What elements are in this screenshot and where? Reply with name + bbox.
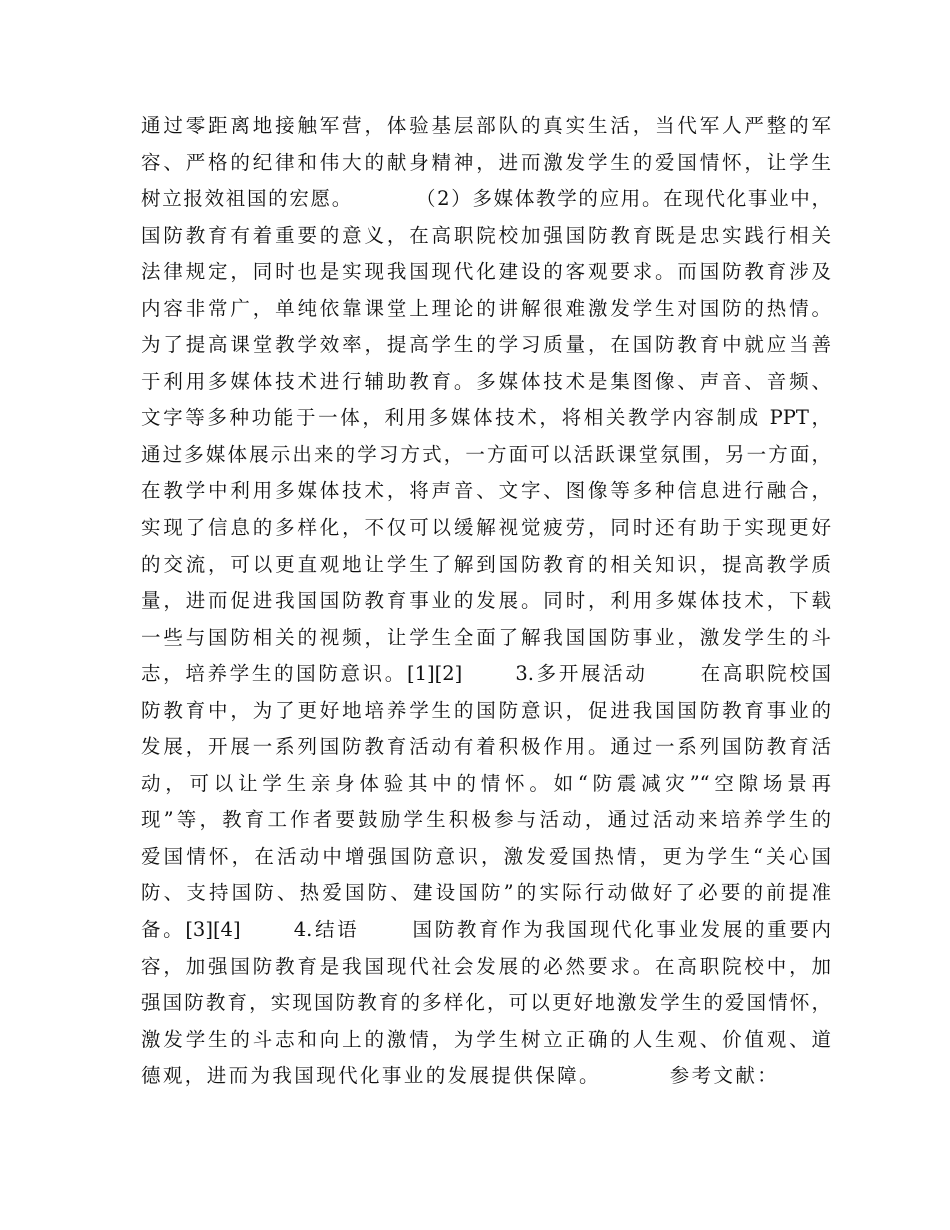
text-line: 为了提高课堂教学效率，提高学生的学习质量，在国防教育中就应当善 [141,333,831,357]
text-line: 容，加强国防教育是我国现代社会发展的必然要求。在高职院校中，加 [141,954,831,978]
text-line: 防、支持国防、热爱国防、建设国防”的实际行动做好了必要的前提准 [141,881,831,905]
text-line: 发展，开展一系列国防教育活动有着积极作用。通过一系列国防教育活 [141,735,831,759]
text-line: 现”等，教育工作者要鼓励学生积极参与活动，通过活动来培养学生的 [141,808,831,832]
text-line: 通过零距离地接触军营，体验基层部队的真实生活，当代军人严整的军 [141,114,831,137]
text-line-last: 德观，进而为我国现代化事业的发展提供保障。 参考文献： [141,1064,780,1088]
text-line: 国防教育有着重要的意义，在高职院校加强国防教育既是忠实践行相关 [141,223,831,247]
text-line: 在教学中利用多媒体技术，将声音、文字、图像等多种信息进行融合， [141,479,831,503]
text-line: 志，培养学生的国防意识。[1][2] 3.多开展活动 在高职院校国 [141,662,831,686]
text-line: 量，进而促进我国国防教育事业的发展。同时，利用多媒体技术，下载 [141,589,831,613]
text-line: 实现了信息的多样化，不仅可以缓解视觉疲劳，同时还有助于实现更好 [141,516,831,540]
text-line: 防教育中，为了更好地培养学生的国防意识，促进我国国防教育事业的 [141,698,831,722]
text-line: 容、严格的纪律和伟大的献身精神，进而激发学生的爱国情怀，让学生 [141,150,831,174]
text-line: 强国防教育，实现国防教育的多样化，可以更好地激发学生的爱国情怀， [141,991,831,1015]
text-line: 通过多媒体展示出来的学习方式，一方面可以活跃课堂氛围，另一方面， [141,442,831,466]
text-line: 法律规定，同时也是实现我国现代化建设的客观要求。而国防教育涉及 [141,260,831,284]
text-line: 的交流，可以更直观地让学生了解到国防教育的相关知识，提高教学质 [141,552,831,576]
text-line: 文字等多种功能于一体，利用多媒体技术，将相关教学内容制成 PPT， [141,406,831,430]
text-line: 树立报效祖国的宏愿。 （2）多媒体教学的应用。在现代化事业中， [141,187,831,211]
text-line: 内容非常广，单纯依靠课堂上理论的讲解很难激发学生对国防的热情。 [141,296,831,320]
text-line: 备。[3][4] 4.结语 国防教育作为我国现代化事业发展的重要内 [141,918,831,942]
text-line: 动，可以让学生亲身体验其中的情怀。如“防震减灾”“空隙场景再 [141,771,831,795]
body-text [141,108,831,1095]
text-line: 激发学生的斗志和向上的激情，为学生树立正确的人生观、价值观、道 [141,1027,831,1051]
text-line: 一些与国防相关的视频，让学生全面了解我国国防事业，激发学生的斗 [141,625,831,649]
text-line: 于利用多媒体技术进行辅助教育。多媒体技术是集图像、声音、音频、 [141,369,831,393]
text-line: 爱国情怀，在活动中增强国防意识，激发爱国热情，更为学生“关心国 [141,844,831,868]
